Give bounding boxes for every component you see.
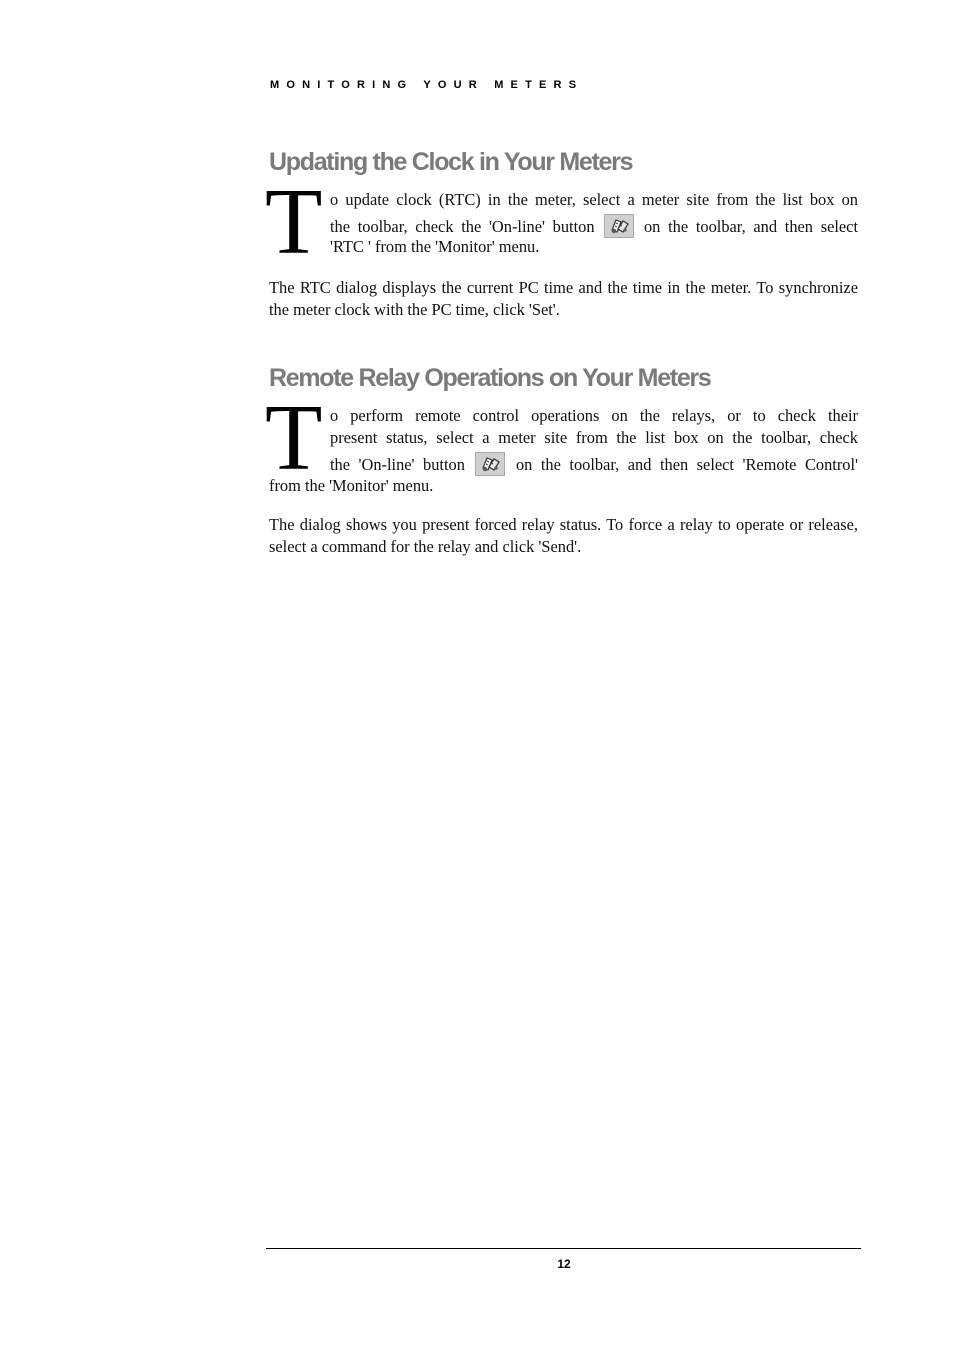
- page-number: 12: [557, 1257, 571, 1271]
- text-fragment: on the toolbar, and then select: [643, 217, 859, 236]
- running-header: MONITORING YOUR METERS: [270, 79, 584, 91]
- text-line: o update clock (RTC) in the meter, select a meter site from the list box on: [330, 190, 858, 209]
- online-connection-icon: [475, 452, 505, 476]
- drop-cap: T: [265, 170, 323, 274]
- text-line: [330, 452, 858, 474]
- text-line: [330, 214, 858, 236]
- text-line: present status, select a meter site from the list box on the toolbar, check: [330, 428, 858, 447]
- text-fragment: on the toolbar, and then select 'Remote Control': [515, 455, 858, 474]
- text-line: from the 'Monitor' menu.: [269, 476, 434, 495]
- body-paragraph: The dialog shows you present forced relay status. To force a relay to operate or release, select a command for the relay and click 'Send'.: [269, 515, 858, 556]
- text-line: o perform remote control operations on the relays, or to check their: [330, 406, 858, 425]
- section-title-clock: Updating the Clock in Your Meters: [269, 148, 633, 176]
- section-title-relay: Remote Relay Operations on Your Meters: [269, 364, 711, 392]
- text-fragment: the 'On-line' button: [330, 455, 465, 474]
- body-paragraph: The RTC dialog displays the current PC time and the time in the meter. To synchronize the meter clock with the PC time, click 'Set'.: [269, 278, 858, 319]
- online-connection-icon: [604, 214, 634, 238]
- drop-cap: T: [265, 386, 323, 490]
- text-line: 'RTC ' from the 'Monitor' menu.: [330, 237, 540, 256]
- text-fragment: the toolbar, check the 'On-line' button: [330, 217, 595, 236]
- footer-rule: [266, 1248, 861, 1249]
